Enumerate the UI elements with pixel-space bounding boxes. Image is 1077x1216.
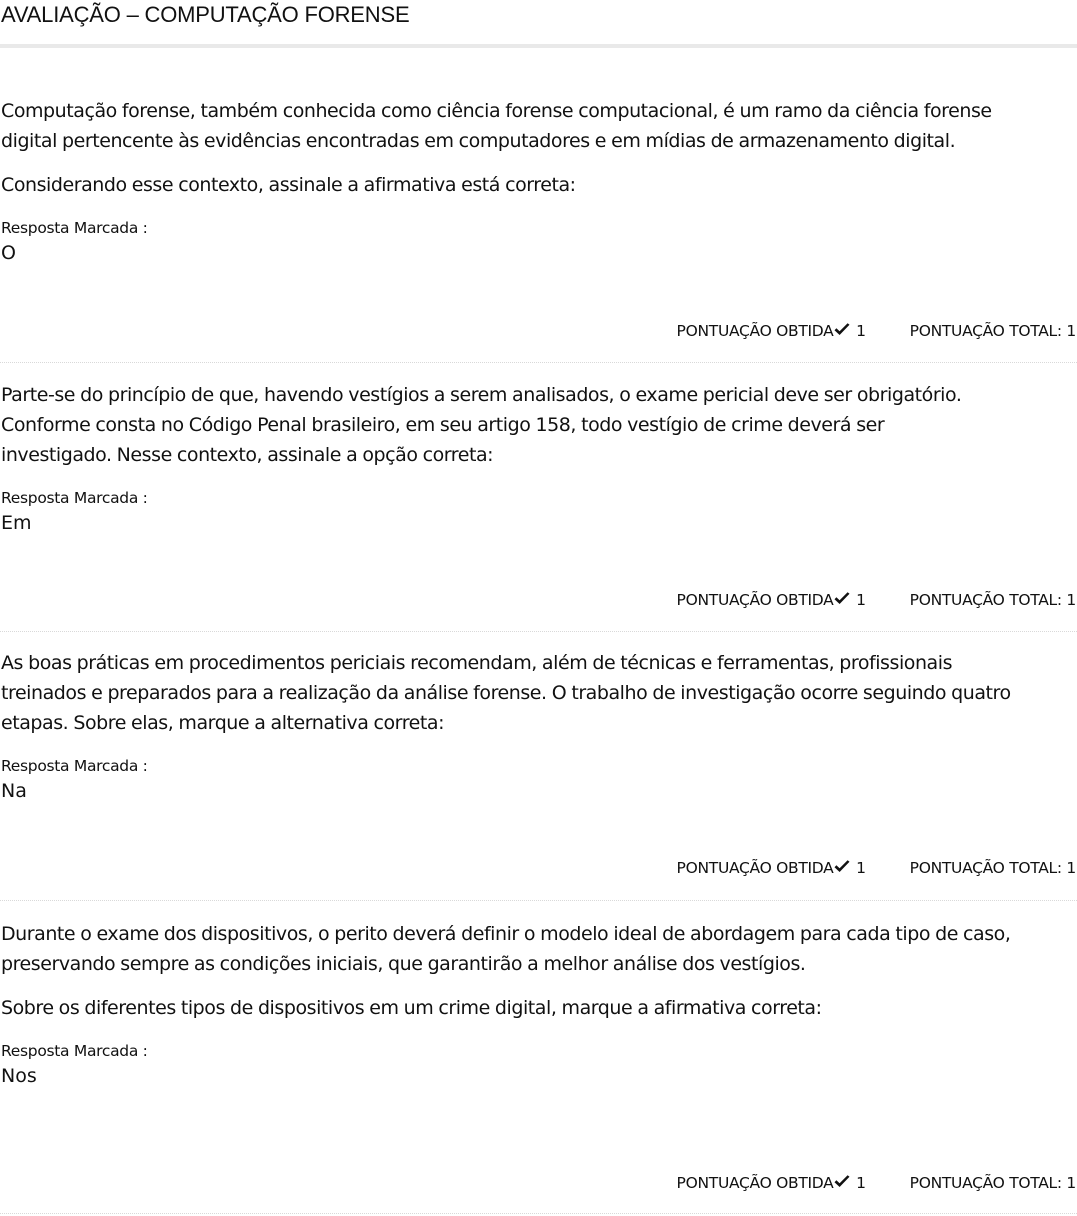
question-instruction: Sobre os diferentes tipos de dispositivos em um crime digital, marque a afirmativa correta: <box>1 997 822 1019</box>
answer-label: Resposta Marcada : <box>1 1042 148 1060</box>
score-obtained-label: PONTUAÇÃO OBTIDA <box>676 322 834 340</box>
score-row-3 <box>677 857 1076 879</box>
answer-value: O <box>1 242 16 264</box>
title-divider <box>0 44 1077 48</box>
score-obtained-value: 1 <box>856 859 866 877</box>
check-icon <box>833 323 851 337</box>
question-text: Computação forense, também conhecida como ciência forense computacional, é um ramo da ciência forense digital pertencente às evidências encontradas em computadores e em mídias de armazenamento digital. <box>1 100 992 152</box>
score-total: PONTUAÇÃO TOTAL: 1 <box>909 591 1076 609</box>
page-title: AVALIAÇÃO – COMPUTAÇÃO FORENSE <box>1 2 410 27</box>
score-row-1 <box>677 320 1076 342</box>
answer-label: Resposta Marcada : <box>1 757 148 775</box>
score-obtained-label: PONTUAÇÃO OBTIDA <box>676 1174 834 1192</box>
answer-value: Nos <box>1 1065 37 1087</box>
question-text: Durante o exame dos dispositivos, o perito deverá definir o modelo ideal de abordagem para cada tipo de caso, preservando sempre as condições iniciais, que garantirão a melhor análise dos vestígios. <box>1 923 1011 975</box>
score-total: PONTUAÇÃO TOTAL: 1 <box>909 322 1076 340</box>
check-icon <box>833 1175 851 1189</box>
score-total: PONTUAÇÃO TOTAL: 1 <box>909 859 1076 877</box>
score-obtained-value: 1 <box>856 322 866 340</box>
question-divider <box>0 362 1077 363</box>
score-row-4 <box>677 1172 1076 1194</box>
question-text: As boas práticas em procedimentos periciais recomendam, além de técnicas e ferramentas, profissionais treinados e preparados para a realização da análise forense. O trabalho de investigação ocorre seguindo quatro etapas. Sobre elas, marque a alternativa correta: <box>1 652 1011 734</box>
answer-label: Resposta Marcada : <box>1 219 148 237</box>
score-obtained-value: 1 <box>856 591 866 609</box>
question-divider <box>0 900 1077 901</box>
question-text: Parte-se do princípio de que, havendo vestígios a serem analisados, o exame pericial deve ser obrigatório. Conforme consta no Código Penal brasileiro, em seu artigo 158, todo vestígio de crime deverá ser investigado. Nesse contexto, assinale a opção correta: <box>1 384 962 466</box>
score-row-2 <box>677 589 1076 611</box>
score-obtained-label: PONTUAÇÃO OBTIDA <box>676 591 834 609</box>
question-block-3 <box>0 648 1077 804</box>
check-icon <box>833 592 851 606</box>
score-total: PONTUAÇÃO TOTAL: 1 <box>909 1174 1076 1192</box>
question-divider <box>0 1213 1077 1214</box>
question-instruction: Considerando esse contexto, assinale a afirmativa está correta: <box>1 174 576 196</box>
question-divider <box>0 631 1077 632</box>
question-block-1 <box>0 96 1077 266</box>
question-block-4 <box>0 919 1077 1089</box>
answer-value: Em <box>1 512 32 534</box>
answer-value: Na <box>1 780 27 802</box>
answer-label: Resposta Marcada : <box>1 489 148 507</box>
check-icon <box>833 860 851 874</box>
score-obtained-value: 1 <box>856 1174 866 1192</box>
score-obtained-label: PONTUAÇÃO OBTIDA <box>676 859 834 877</box>
question-block-2 <box>0 380 1077 536</box>
